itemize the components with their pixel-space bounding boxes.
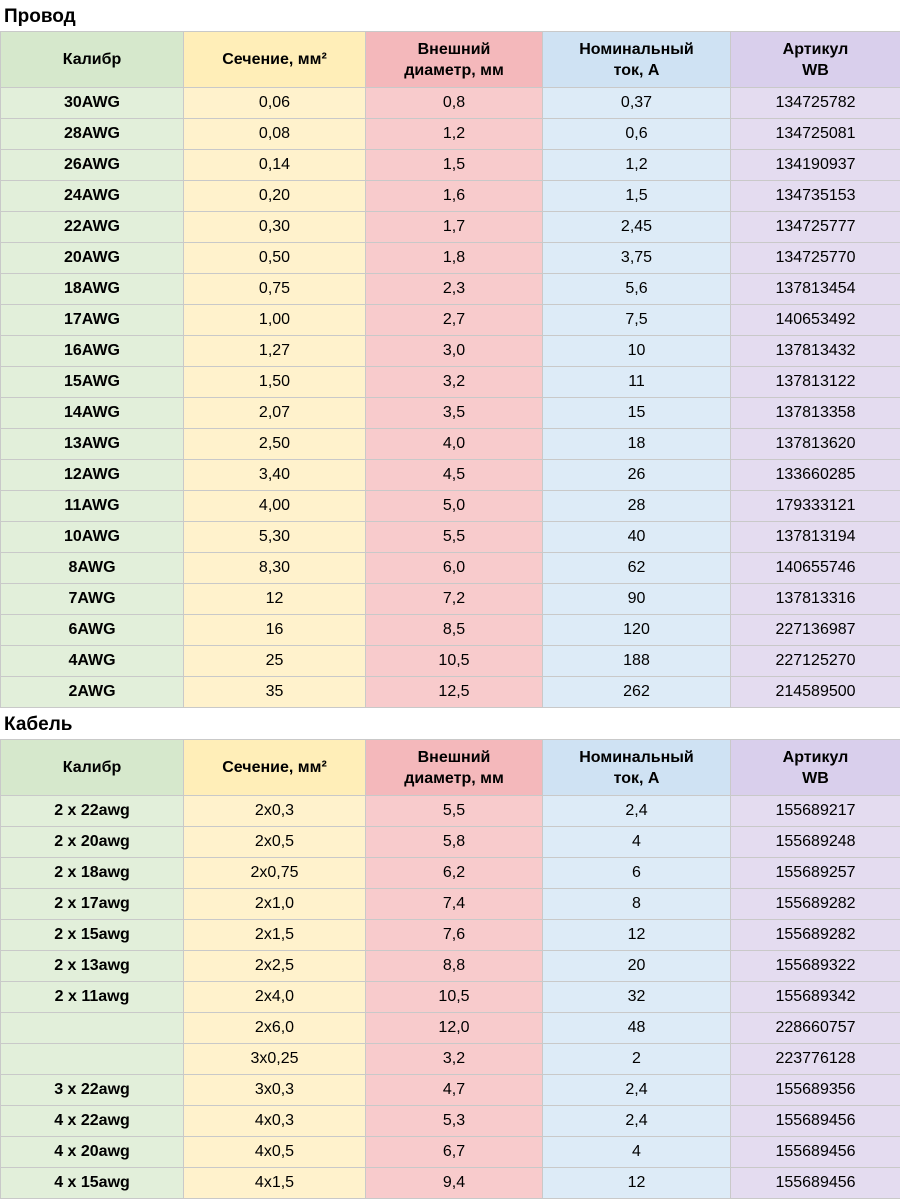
table-row xyxy=(1,796,900,827)
diameter-cell: 6,7 xyxy=(366,1137,543,1168)
diameter-cell: 9,4 xyxy=(366,1168,543,1199)
table-row xyxy=(1,553,900,584)
header-diameter-line1: Внешний xyxy=(417,40,491,58)
diameter-cell: 7,4 xyxy=(366,889,543,920)
gauge-cell: 28AWG xyxy=(1,119,184,150)
diameter-cell: 5,3 xyxy=(366,1106,543,1137)
current-cell: 2,4 xyxy=(543,1075,731,1106)
current-cell: 40 xyxy=(543,522,731,553)
current-cell: 1,2 xyxy=(543,150,731,181)
current-cell: 28 xyxy=(543,491,731,522)
cable-table xyxy=(0,739,900,1199)
gauge-cell: 2 x 20awg xyxy=(1,827,184,858)
diameter-cell: 8,5 xyxy=(366,615,543,646)
cable-section xyxy=(0,708,900,1199)
article-cell: 137813194 xyxy=(731,522,900,553)
article-cell: 137813316 xyxy=(731,584,900,615)
table-row xyxy=(1,398,900,429)
gauge-cell: 20AWG xyxy=(1,243,184,274)
gauge-cell: 4 x 20awg xyxy=(1,1137,184,1168)
current-cell: 262 xyxy=(543,677,731,708)
header-current-line2: ток, А xyxy=(613,61,660,79)
current-cell: 48 xyxy=(543,1013,731,1044)
gauge-cell: 14AWG xyxy=(1,398,184,429)
article-cell: 137813122 xyxy=(731,367,900,398)
gauge-cell: 3 x 22awg xyxy=(1,1075,184,1106)
table-row xyxy=(1,429,900,460)
wire-table-body xyxy=(1,88,900,708)
current-cell: 26 xyxy=(543,460,731,491)
diameter-cell: 1,6 xyxy=(366,181,543,212)
cable-table-body xyxy=(1,796,900,1199)
current-cell: 15 xyxy=(543,398,731,429)
table-row xyxy=(1,951,900,982)
article-cell: 155689456 xyxy=(731,1168,900,1199)
current-cell: 8 xyxy=(543,889,731,920)
diameter-cell: 4,7 xyxy=(366,1075,543,1106)
section-cell: 1,50 xyxy=(184,367,366,398)
current-cell: 2 xyxy=(543,1044,731,1075)
current-cell: 5,6 xyxy=(543,274,731,305)
header-article xyxy=(731,740,900,796)
current-cell: 1,5 xyxy=(543,181,731,212)
current-cell: 3,75 xyxy=(543,243,731,274)
table-row xyxy=(1,243,900,274)
gauge-cell: 2 x 18awg xyxy=(1,858,184,889)
gauge-cell: 2 x 11awg xyxy=(1,982,184,1013)
section-cell: 8,30 xyxy=(184,553,366,584)
section-cell: 35 xyxy=(184,677,366,708)
header-gauge: Калибр xyxy=(1,32,184,88)
article-cell: 134725777 xyxy=(731,212,900,243)
current-cell: 0,37 xyxy=(543,88,731,119)
gauge-cell: 2 x 13awg xyxy=(1,951,184,982)
article-cell: 137813454 xyxy=(731,274,900,305)
article-cell: 155689217 xyxy=(731,796,900,827)
current-cell: 12 xyxy=(543,920,731,951)
current-cell: 20 xyxy=(543,951,731,982)
article-cell: 133660285 xyxy=(731,460,900,491)
article-cell: 137813620 xyxy=(731,429,900,460)
diameter-cell: 3,2 xyxy=(366,367,543,398)
article-cell: 140653492 xyxy=(731,305,900,336)
gauge-cell: 18AWG xyxy=(1,274,184,305)
current-cell: 7,5 xyxy=(543,305,731,336)
header-diameter xyxy=(366,740,543,796)
table-row xyxy=(1,119,900,150)
gauge-cell: 12AWG xyxy=(1,460,184,491)
diameter-cell: 7,2 xyxy=(366,584,543,615)
current-cell: 2,4 xyxy=(543,1106,731,1137)
header-current-line1: Номинальный xyxy=(579,748,694,766)
header-diameter-line1: Внешний xyxy=(417,748,491,766)
section-cell: 1,27 xyxy=(184,336,366,367)
article-cell: 155689282 xyxy=(731,889,900,920)
header-diameter-line2: диаметр, мм xyxy=(404,769,504,787)
gauge-cell: 2 x 17awg xyxy=(1,889,184,920)
diameter-cell: 10,5 xyxy=(366,982,543,1013)
header-diameter xyxy=(366,32,543,88)
article-cell: 155689322 xyxy=(731,951,900,982)
table-row xyxy=(1,274,900,305)
header-section: Сечение, мм² xyxy=(184,32,366,88)
current-cell: 6 xyxy=(543,858,731,889)
diameter-cell: 10,5 xyxy=(366,646,543,677)
article-cell: 134735153 xyxy=(731,181,900,212)
gauge-cell: 13AWG xyxy=(1,429,184,460)
cable-section-title: Кабель xyxy=(0,708,900,739)
section-cell: 4x1,5 xyxy=(184,1168,366,1199)
section-cell: 25 xyxy=(184,646,366,677)
section-cell: 2x0,3 xyxy=(184,796,366,827)
article-cell: 155689257 xyxy=(731,858,900,889)
table-row xyxy=(1,1044,900,1075)
section-cell: 0,50 xyxy=(184,243,366,274)
article-cell: 179333121 xyxy=(731,491,900,522)
gauge-cell xyxy=(1,1044,184,1075)
section-cell: 4x0,3 xyxy=(184,1106,366,1137)
section-cell: 3,40 xyxy=(184,460,366,491)
table-row xyxy=(1,88,900,119)
diameter-cell: 5,8 xyxy=(366,827,543,858)
wire-table xyxy=(0,31,900,708)
section-cell: 16 xyxy=(184,615,366,646)
header-article xyxy=(731,32,900,88)
current-cell: 18 xyxy=(543,429,731,460)
section-cell: 0,14 xyxy=(184,150,366,181)
section-cell: 12 xyxy=(184,584,366,615)
table-row xyxy=(1,982,900,1013)
diameter-cell: 4,5 xyxy=(366,460,543,491)
diameter-cell: 6,2 xyxy=(366,858,543,889)
table-row xyxy=(1,1075,900,1106)
article-cell: 137813432 xyxy=(731,336,900,367)
gauge-cell: 30AWG xyxy=(1,88,184,119)
diameter-cell: 3,2 xyxy=(366,1044,543,1075)
table-row xyxy=(1,212,900,243)
table-row xyxy=(1,920,900,951)
table-row xyxy=(1,1168,900,1199)
table-row xyxy=(1,858,900,889)
diameter-cell: 0,8 xyxy=(366,88,543,119)
article-cell: 228660757 xyxy=(731,1013,900,1044)
current-cell: 32 xyxy=(543,982,731,1013)
header-section: Сечение, мм² xyxy=(184,740,366,796)
diameter-cell: 8,8 xyxy=(366,951,543,982)
gauge-cell: 7AWG xyxy=(1,584,184,615)
table-row xyxy=(1,367,900,398)
header-current-line2: ток, А xyxy=(613,769,660,787)
section-cell: 2x6,0 xyxy=(184,1013,366,1044)
section-cell: 5,30 xyxy=(184,522,366,553)
diameter-cell: 12,0 xyxy=(366,1013,543,1044)
section-cell: 2x4,0 xyxy=(184,982,366,1013)
section-cell: 0,30 xyxy=(184,212,366,243)
article-cell: 227125270 xyxy=(731,646,900,677)
gauge-cell: 26AWG xyxy=(1,150,184,181)
current-cell: 0,6 xyxy=(543,119,731,150)
diameter-cell: 2,7 xyxy=(366,305,543,336)
section-cell: 2x0,5 xyxy=(184,827,366,858)
gauge-cell: 10AWG xyxy=(1,522,184,553)
current-cell: 4 xyxy=(543,1137,731,1168)
gauge-cell: 22AWG xyxy=(1,212,184,243)
article-cell: 223776128 xyxy=(731,1044,900,1075)
diameter-cell: 2,3 xyxy=(366,274,543,305)
section-cell: 0,75 xyxy=(184,274,366,305)
table-row xyxy=(1,615,900,646)
section-cell: 3x0,3 xyxy=(184,1075,366,1106)
article-cell: 155689282 xyxy=(731,920,900,951)
wire-header-row xyxy=(1,32,900,88)
current-cell: 62 xyxy=(543,553,731,584)
article-cell: 134190937 xyxy=(731,150,900,181)
section-cell: 4x0,5 xyxy=(184,1137,366,1168)
article-cell: 137813358 xyxy=(731,398,900,429)
header-diameter-line2: диаметр, мм xyxy=(404,61,504,79)
table-row xyxy=(1,305,900,336)
table-row xyxy=(1,181,900,212)
article-cell: 214589500 xyxy=(731,677,900,708)
gauge-cell xyxy=(1,1013,184,1044)
table-row xyxy=(1,1106,900,1137)
gauge-cell: 2AWG xyxy=(1,677,184,708)
gauge-cell: 8AWG xyxy=(1,553,184,584)
current-cell: 11 xyxy=(543,367,731,398)
table-row xyxy=(1,336,900,367)
gauge-cell: 24AWG xyxy=(1,181,184,212)
table-row xyxy=(1,1013,900,1044)
header-current xyxy=(543,740,731,796)
gauge-cell: 4AWG xyxy=(1,646,184,677)
section-cell: 0,08 xyxy=(184,119,366,150)
header-gauge: Калибр xyxy=(1,740,184,796)
gauge-cell: 4 x 22awg xyxy=(1,1106,184,1137)
diameter-cell: 1,5 xyxy=(366,150,543,181)
header-article-line1: Артикул xyxy=(782,748,849,766)
gauge-cell: 6AWG xyxy=(1,615,184,646)
gauge-cell: 17AWG xyxy=(1,305,184,336)
section-cell: 2,07 xyxy=(184,398,366,429)
article-cell: 155689342 xyxy=(731,982,900,1013)
current-cell: 4 xyxy=(543,827,731,858)
article-cell: 134725770 xyxy=(731,243,900,274)
header-current-line1: Номинальный xyxy=(579,40,694,58)
diameter-cell: 1,8 xyxy=(366,243,543,274)
article-cell: 155689456 xyxy=(731,1106,900,1137)
gauge-cell: 2 x 15awg xyxy=(1,920,184,951)
diameter-cell: 3,0 xyxy=(366,336,543,367)
table-row xyxy=(1,646,900,677)
table-row xyxy=(1,889,900,920)
section-cell: 0,20 xyxy=(184,181,366,212)
article-cell: 155689248 xyxy=(731,827,900,858)
table-row xyxy=(1,460,900,491)
section-cell: 1,00 xyxy=(184,305,366,336)
current-cell: 2,45 xyxy=(543,212,731,243)
table-row xyxy=(1,1137,900,1168)
diameter-cell: 5,0 xyxy=(366,491,543,522)
section-cell: 2x1,5 xyxy=(184,920,366,951)
current-cell: 10 xyxy=(543,336,731,367)
current-cell: 12 xyxy=(543,1168,731,1199)
table-row xyxy=(1,522,900,553)
diameter-cell: 5,5 xyxy=(366,522,543,553)
article-cell: 134725081 xyxy=(731,119,900,150)
diameter-cell: 7,6 xyxy=(366,920,543,951)
table-row xyxy=(1,491,900,522)
table-row xyxy=(1,150,900,181)
section-cell: 3x0,25 xyxy=(184,1044,366,1075)
gauge-cell: 4 x 15awg xyxy=(1,1168,184,1199)
header-article-line1: Артикул xyxy=(782,40,849,58)
header-article-line2: WB xyxy=(802,61,829,79)
diameter-cell: 5,5 xyxy=(366,796,543,827)
gauge-cell: 16AWG xyxy=(1,336,184,367)
article-cell: 140655746 xyxy=(731,553,900,584)
diameter-cell: 6,0 xyxy=(366,553,543,584)
section-cell: 4,00 xyxy=(184,491,366,522)
current-cell: 188 xyxy=(543,646,731,677)
diameter-cell: 4,0 xyxy=(366,429,543,460)
section-cell: 2,50 xyxy=(184,429,366,460)
table-row xyxy=(1,584,900,615)
diameter-cell: 1,7 xyxy=(366,212,543,243)
table-row xyxy=(1,677,900,708)
current-cell: 90 xyxy=(543,584,731,615)
section-cell: 2x1,0 xyxy=(184,889,366,920)
gauge-cell: 11AWG xyxy=(1,491,184,522)
section-cell: 2x2,5 xyxy=(184,951,366,982)
current-cell: 2,4 xyxy=(543,796,731,827)
article-cell: 227136987 xyxy=(731,615,900,646)
article-cell: 155689356 xyxy=(731,1075,900,1106)
section-cell: 2x0,75 xyxy=(184,858,366,889)
table-row xyxy=(1,827,900,858)
gauge-cell: 2 x 22awg xyxy=(1,796,184,827)
diameter-cell: 12,5 xyxy=(366,677,543,708)
diameter-cell: 3,5 xyxy=(366,398,543,429)
diameter-cell: 1,2 xyxy=(366,119,543,150)
header-current xyxy=(543,32,731,88)
article-cell: 134725782 xyxy=(731,88,900,119)
header-article-line2: WB xyxy=(802,769,829,787)
section-cell: 0,06 xyxy=(184,88,366,119)
gauge-cell: 15AWG xyxy=(1,367,184,398)
wire-section-title: Провод xyxy=(0,0,900,31)
article-cell: 155689456 xyxy=(731,1137,900,1168)
cable-header-row xyxy=(1,740,900,796)
current-cell: 120 xyxy=(543,615,731,646)
